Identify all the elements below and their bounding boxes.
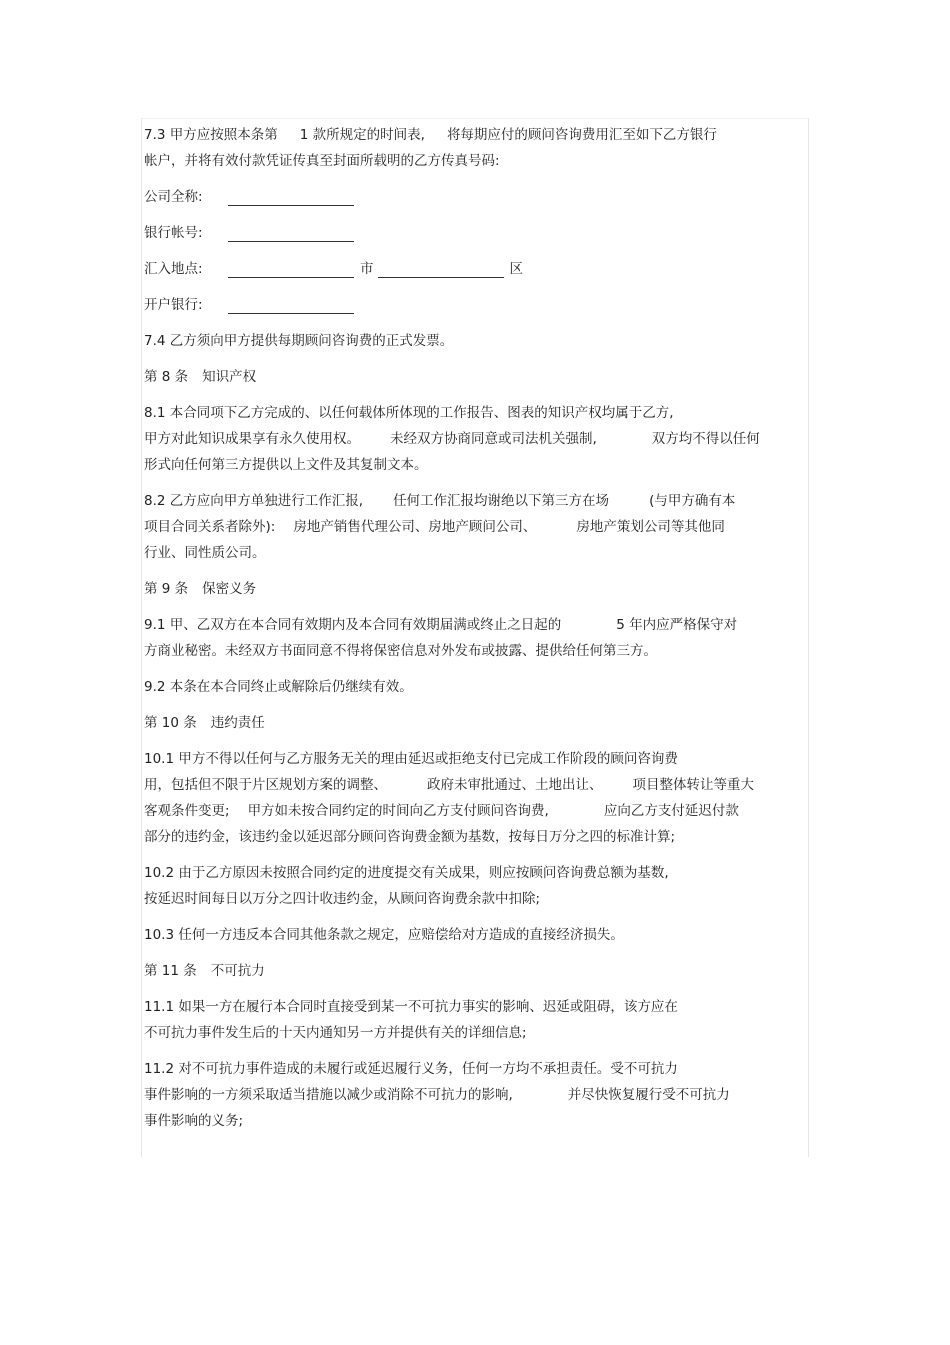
text-segment: 5 年内应严格保守对 xyxy=(616,617,738,633)
clause-10-1-line-1: 10.1 甲方不得以任何与乙方服务无关的理由延迟或拒绝支付已完成工作阶段的顾问咨询费 xyxy=(144,751,678,767)
clause-8-2-line-3: 行业、同性质公司。 xyxy=(144,545,266,561)
article-number: 第 9 条 xyxy=(144,581,189,597)
clause-8-2-line-1 xyxy=(144,488,804,514)
clause-10-1-line-3 xyxy=(144,798,804,824)
text-segment: 项目整体转让等重大 xyxy=(632,777,754,793)
article-9-title xyxy=(144,576,804,602)
clause-11-2 xyxy=(144,1056,804,1134)
clause-9-1-line-2: 方商业秘密。未经双方书面同意不得将保密信息对外发布或披露、提供给任何第三方。 xyxy=(144,643,657,659)
bank-account-label: 银行帐号: xyxy=(144,225,203,241)
clause-7-3 xyxy=(144,122,804,174)
text-segment: 9.1 甲、乙双方在本合同有效期内及本合同有效期届满或终止之日起的 xyxy=(144,617,562,633)
clause-8-1-line-1: 8.1 本合同项下乙方完成的、以任何载体所体现的工作报告、图表的知识产权均属于乙方, xyxy=(144,405,674,421)
clause-10-3-text: 10.3 任何一方违反本合同其他条款之规定，应赔偿给对方造成的直接经济损失。 xyxy=(144,927,624,943)
company-name-label: 公司全称: xyxy=(144,189,203,205)
clause-9-2 xyxy=(144,674,804,700)
clause-10-2 xyxy=(144,860,804,912)
article-number: 第 11 条 xyxy=(144,963,197,979)
article-heading: 保密义务 xyxy=(202,581,257,597)
clause-11-2-line-2 xyxy=(144,1082,804,1108)
text-segment: 事件影响的一方须采取适当措施以减少或消除不可抗力的影响, xyxy=(144,1087,513,1103)
article-heading: 知识产权 xyxy=(202,369,257,385)
clause-10-1-line-2 xyxy=(144,772,804,798)
text-segment: 8.2 乙方应向甲方单独进行工作汇报, xyxy=(144,493,364,509)
text-segment: 7.3 甲方应按照本条第 xyxy=(144,127,278,143)
article-8-title xyxy=(144,364,804,390)
opening-bank-blank xyxy=(228,295,354,314)
remit-district-blank xyxy=(378,259,504,278)
clause-9-1 xyxy=(144,612,804,664)
text-segment: 应向乙方支付延迟付款 xyxy=(603,803,739,819)
article-10-title xyxy=(144,710,804,736)
company-name-field xyxy=(144,184,804,210)
text-segment: 将每期应付的顾问咨询费用汇至如下乙方银行 xyxy=(446,127,717,143)
district-unit: 区 xyxy=(509,261,523,277)
text-segment: 双方均不得以任何 xyxy=(651,431,760,447)
remit-city-blank xyxy=(228,259,354,278)
clause-10-2-line-2: 按延迟时间每日以万分之四计收违约金，从顾问咨询费余款中扣除; xyxy=(144,891,541,907)
text-segment: 未经双方协商同意或司法机关强制, xyxy=(390,431,597,447)
clause-7-4 xyxy=(144,328,804,354)
clause-7-3-line-1 xyxy=(144,122,804,148)
text-segment: 任何工作汇报均谢绝以下第三方在场 xyxy=(393,493,610,509)
text-segment: 项目合同关系者除外): xyxy=(144,519,276,535)
text-segment: 用，包括但不限于片区规划方案的调整、 xyxy=(144,777,387,793)
clause-8-2-line-2 xyxy=(144,514,804,540)
text-segment: 甲方如未按合同约定的时间向乙方支付顾问咨询费, xyxy=(247,803,549,819)
text-segment: 甲方对此知识成果享有永久使用权。 xyxy=(144,431,360,447)
clause-9-1-line-1 xyxy=(144,612,804,638)
clause-10-1-line-4: 部分的违约金，该违约金以延迟部分顾问咨询费金额为基数，按每日万分之四的标准计算; xyxy=(144,829,676,845)
clause-7-3-line-2: 帐户，并将有效付款凭证传真至封面所载明的乙方传真号码: xyxy=(144,153,500,169)
text-segment: 房地产策划公司等其他同 xyxy=(576,519,725,535)
clause-10-2-line-1: 10.2 由于乙方原因未按照合同约定的进度提交有关成果，则应按顾问咨询费总额为基数, xyxy=(144,865,669,881)
text-segment: 1 款所规定的时间表, xyxy=(299,127,425,143)
clause-11-1-line-2: 不可抗力事件发生后的十天内通知另一方并提供有关的详细信息; xyxy=(144,1025,527,1041)
remit-location-label: 汇入地点: xyxy=(144,261,203,277)
clause-8-1 xyxy=(144,400,804,478)
city-unit: 市 xyxy=(360,261,374,277)
bank-account-field xyxy=(144,220,804,246)
bank-account-blank xyxy=(228,223,354,242)
clause-8-1-line-2 xyxy=(144,426,804,452)
opening-bank-label: 开户银行: xyxy=(144,297,203,313)
text-segment: 房地产销售代理公司、房地产顾问公司、 xyxy=(293,519,537,535)
clause-8-1-line-3: 形式向任何第三方提供以上文件及其复制文本。 xyxy=(144,457,428,473)
clause-11-2-line-3: 事件影响的义务; xyxy=(144,1113,244,1129)
clause-11-1 xyxy=(144,994,804,1046)
article-heading: 不可抗力 xyxy=(210,963,265,979)
text-segment: (与甲方确有本 xyxy=(649,493,736,509)
clause-9-2-text: 9.2 本条在本合同终止或解除后仍继续有效。 xyxy=(144,679,413,695)
opening-bank-field xyxy=(144,292,804,318)
clause-10-3 xyxy=(144,922,804,948)
clause-10-1 xyxy=(144,746,804,850)
clause-11-1-line-1: 11.1 如果一方在履行本合同时直接受到某一不可抗力事实的影响、迟延或阻碍，该方应在 xyxy=(144,999,678,1015)
text-segment: 客观条件变更; xyxy=(144,803,230,819)
remit-location-field xyxy=(144,256,804,282)
clause-8-2 xyxy=(144,488,804,566)
clause-11-2-line-1: 11.2 对不可抗力事件造成的未履行或延迟履行义务，任何一方均不承担责任。受不可抗力 xyxy=(144,1061,678,1077)
company-name-blank xyxy=(228,187,354,206)
article-number: 第 10 条 xyxy=(144,715,197,731)
document-body xyxy=(144,122,804,1144)
article-number: 第 8 条 xyxy=(144,369,189,385)
article-heading: 违约责任 xyxy=(210,715,265,731)
text-segment: 政府未审批通过、土地出让、 xyxy=(427,777,603,793)
text-segment: 并尽快恢复履行受不可抗力 xyxy=(567,1087,730,1103)
clause-7-4-text: 7.4 乙方须向甲方提供每期顾问咨询费的正式发票。 xyxy=(144,333,454,349)
article-11-title xyxy=(144,958,804,984)
